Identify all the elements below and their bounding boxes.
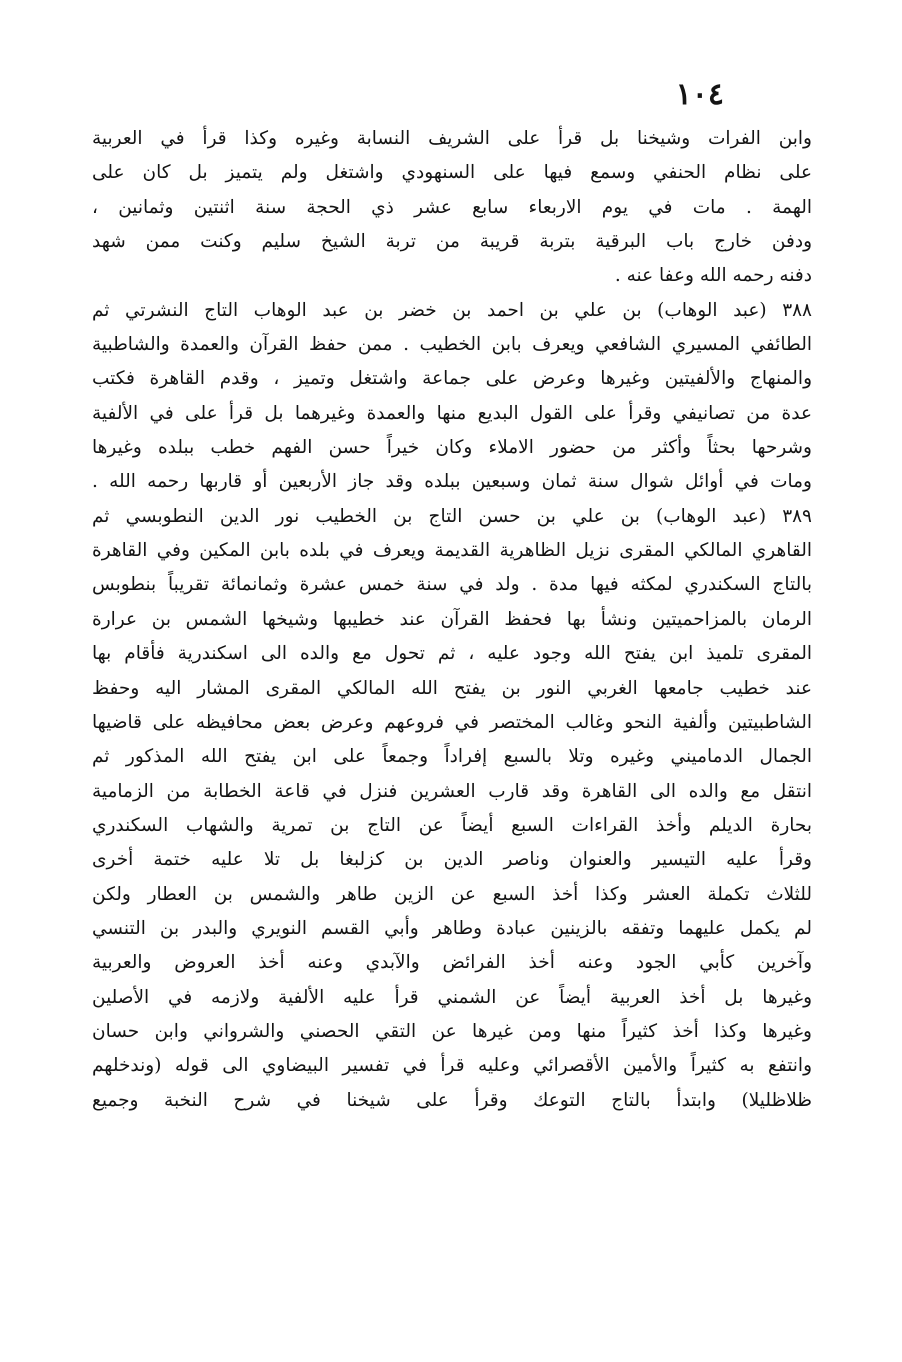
text-line: بحارة الديلم وأخذ القراءات السبع أيضاً عن التاج بن تمرية والشهاب السكندري — [92, 814, 812, 836]
entry-388-line: ٣٨٨ (عبد الوهاب) بن علي بن احمد بن خضر بن عبد الوهاب التاج النشرتي ثم — [92, 299, 812, 321]
entry-389-line: ٣٨٩ (عبد الوهاب) بن علي بن حسن التاج بن الخطيب نور الدين النطوبسي ثم — [92, 505, 812, 527]
text-line: القاهري المالكي المقرى نزيل الظاهرية القديمة ويعرف في بلده بابن المكين وفي القاهرة — [92, 540, 812, 562]
text-line: الرمان بالمزاحميتين ونشأ بها فحفظ القرآن عند خطيبها وشيخها الشمس بن عرارة — [92, 608, 812, 630]
page-number: ١٠٤ — [675, 77, 724, 112]
text-line: ومات في أوائل شوال سنة ثمان وسبعين ببلده وقد جاز الأربعين أو قاربها رحمه الله . — [92, 471, 812, 493]
text-line: ودفن خارج باب البرقية بتربة قريبة من تربة الشيخ سليم وكنت ممن شهد — [92, 231, 812, 253]
text-line: وآخرين كأبي الجود وعنه أخذ الفرائض والآبدي وعنه أخذ العروض والعربية — [92, 952, 812, 974]
text-line: انتقل مع والده الى القاهرة وقد قارب العشرين فنزل في قاعة الخطابة من الزمامية — [92, 780, 812, 802]
text-line: والمنهاج والألفيتين وغيرها وعرض على جماعة واشتغل وتميز ، وقدم القاهرة فكتب — [92, 368, 812, 390]
text-line: الهمة . مات في يوم الاربعاء سابع عشر ذي الحجة سنة اثنتين وثمانين ، — [92, 196, 812, 218]
text-line: عدة من تصانيفي وقرأ على القول البديع منها والعمدة وغيرهما بل قرأ على في الألفية — [92, 402, 812, 424]
text-line: وانتفع به كثيراً والأمين الأقصرائي وعليه قرأ في تفسير البيضاوي الى قوله (وندخلهم — [92, 1055, 812, 1077]
text-line: لم يكمل عليهما وتفقه بالزينين عبادة وطاهر وأبي القسم النويري والبدر بن التنسي — [92, 917, 812, 939]
page-text — [92, 122, 812, 1118]
text-line: على نظام الحنفي وسمع فيها على السنهودي واشتغل ولم يتميز بل كان على — [92, 162, 812, 184]
text-line: دفنه رحمه الله وعفا عنه . — [614, 265, 812, 287]
text-line: بالتاج السكندري لمكثه فيها مدة . ولد في سنة خمس عشرة وثمانمائة تقريباً بنطوبس — [92, 574, 812, 596]
text-line: وقرأ عليه التيسير والعنوان وناصر الدين بن كزلبغا بل تلا عليه ختمة أخرى — [92, 849, 812, 871]
text-line: وابن الفرات وشيخنا بل قرأ على الشريف النسابة وغيره وكذا قرأ في العربية — [92, 128, 812, 149]
text-line: وغيرها بل أخذ العربية أيضاً عن الشمني قرأ عليه الألفية ولازمه في الأصلين — [92, 986, 812, 1008]
text-line: الجمال الدماميني وغيره وتلا بالسبع إفراداً وجمعاً على ابن يفتح الله المذكور ثم — [92, 746, 812, 768]
text-line: المقرى تلميذ ابن يفتح الله وجود عليه ، ثم تحول مع والده الى اسكندرية فأقام بها — [92, 643, 812, 665]
text-line: ظلاظليلا) وابتدأ بالتاج التوعك وقرأ على شيخنا في شرح النخبة وجميع — [92, 1089, 812, 1111]
text-line: الطائفي المسيري الشافعي ويعرف بابن الخطيب . ممن حفظ القرآن والعمدة والشاطبية — [92, 334, 812, 356]
text-line: الشاطبيتين وألفية النحو وغالب المختصر في فروعهم وعرض بعض محافيظه على قاضيها — [92, 711, 812, 733]
text-line: عند خطيب جامعها الغربي النور بن يفتح الله المالكي المقرى المشار اليه وحفظ — [92, 677, 812, 699]
text-line: وغيرها وكذا أخذ كثيراً منها ومن غيرها عن التقي الحصني والشرواني وابن حسان — [92, 1020, 812, 1042]
text-line: وشرحها بحثاً وأكثر من حضور الاملاء وكان خيراً حسن الفهم خطب ببلده وغيرها — [92, 437, 812, 459]
text-line: للثلاث تكملة العشر وكذا أخذ السبع عن الزين طاهر والشمس بن العطار ولكن — [92, 883, 812, 905]
